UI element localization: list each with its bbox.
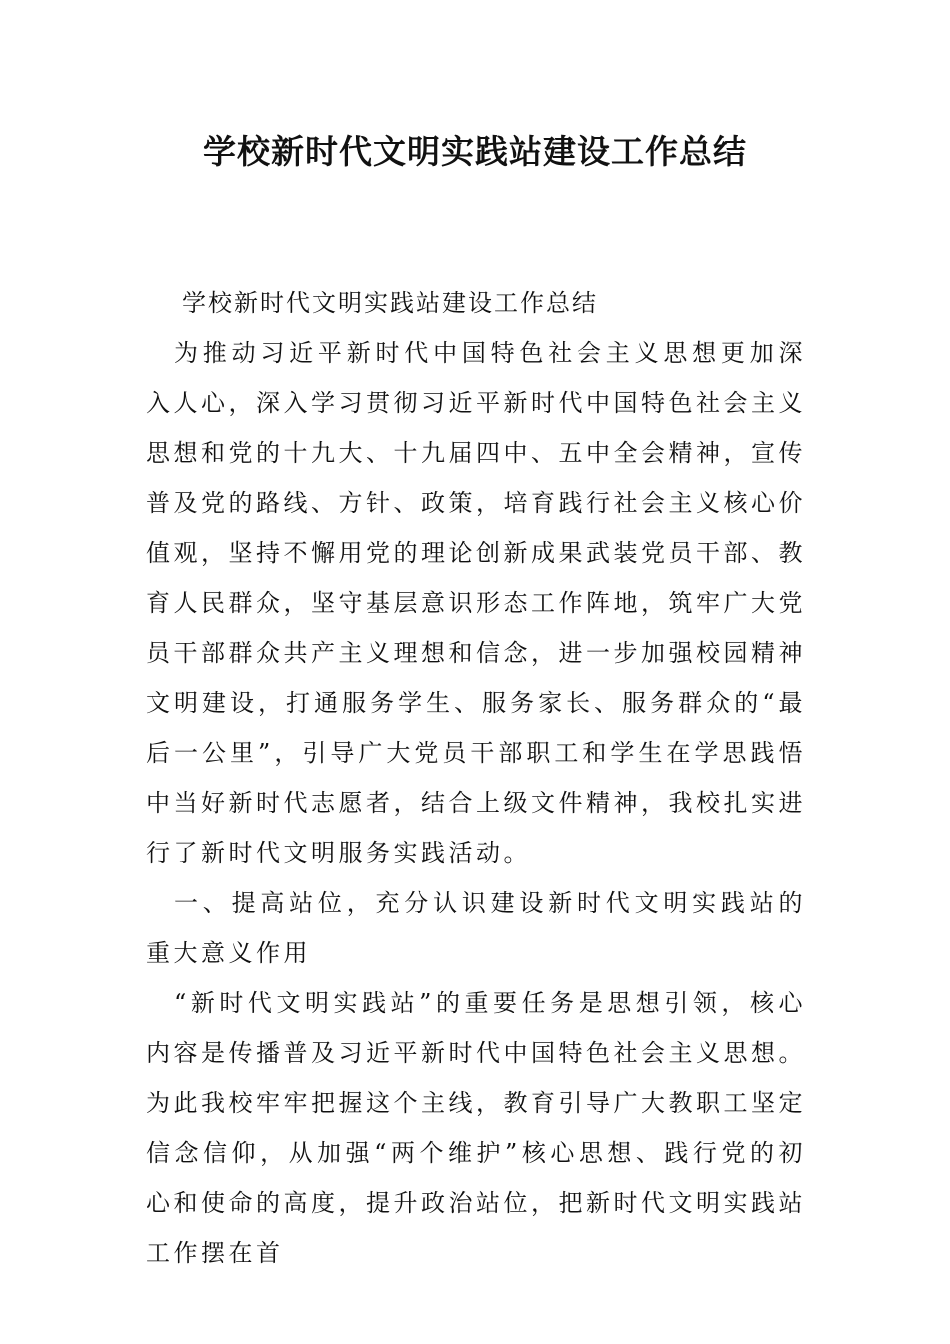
document-subtitle: 学校新时代文明实践站建设工作总结: [182, 289, 598, 317]
document-body: [146, 278, 806, 1278]
section-heading: 一、提高站位，充分认识建设新时代文明实践站的重大意义作用: [146, 889, 806, 967]
document-title: 学校新时代文明实践站建设工作总结: [203, 132, 747, 171]
body-paragraph: “新时代文明实践站”的重要任务是思想引领，核心内容是传播普及习近平新时代中国特色社会主义思想。为此我校牢牢把握这个主线，教育引导广大教职工坚定信念信仰，从加强“两个维护”核心思想、践行党的初心和使命的高度，提升政治站位，把新时代文明实践站工作摆在首: [146, 989, 806, 1267]
body-paragraph: 为推动习近平新时代中国特色社会主义思想更加深入人心，深入学习贯彻习近平新时代中国特色社会主义思想和党的十九大、十九届四中、五中全会精神，宣传普及党的路线、方针、政策，培育践行社会主义核心价值观，坚持不懈用党的理论创新成果武装党员干部、教育人民群众，坚守基层意识形态工作阵地，筑牢广大党员干部群众共产主义理想和信念，进一步加强校园精神文明建设，打通服务学生、服务家长、服务群众的“最后一公里”，引导广大党员干部职工和学生在学思践悟中当好新时代志愿者，结合上级文件精神，我校扎实进行了新时代文明服务实践活动。: [146, 339, 806, 867]
